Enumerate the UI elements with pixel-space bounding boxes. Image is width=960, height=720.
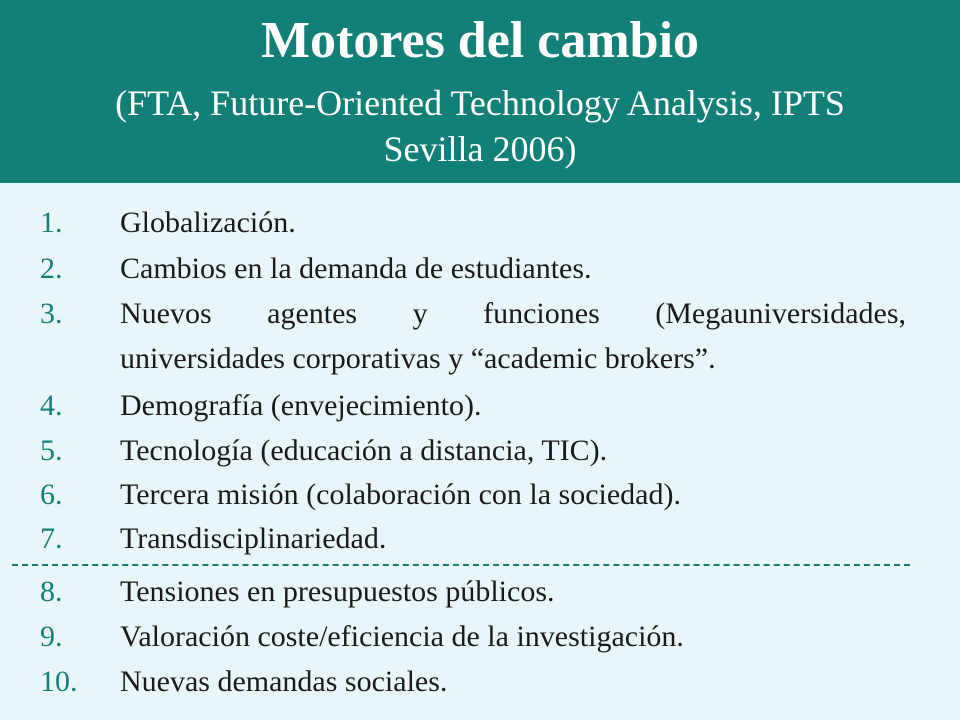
slide-subtitle <box>20 80 940 172</box>
list-item-text: Cambios en la demanda de estudiantes. <box>120 252 592 285</box>
list-item-number: 2. <box>40 252 63 285</box>
list-item-number: 9. <box>40 620 63 653</box>
list-item-text: Tercera misión (colaboración con la sociedad). <box>120 478 681 511</box>
list-item-text: Nuevas demandas sociales. <box>120 665 448 698</box>
subtitle-line-2: Sevilla 2006) <box>383 129 577 169</box>
list-item-text: Tensiones en presupuestos públicos. <box>120 575 555 608</box>
list-item-number: 3. <box>40 297 63 330</box>
list-item-text: Globalización. <box>120 206 296 239</box>
list-item-text: Transdisciplinariedad. <box>120 522 387 555</box>
list-item-text: Demografía (envejecimiento). <box>120 389 482 422</box>
list-item-text: Tecnología (educación a distancia, TIC). <box>120 434 608 467</box>
list-item-text-line-2: universidades corporativas y “academic brokers”. <box>120 342 716 375</box>
list-item-number: 7. <box>40 522 63 555</box>
list-item-number: 1. <box>40 206 63 239</box>
slide-title: Motores del cambio <box>260 12 700 69</box>
slide-header <box>0 0 960 183</box>
list-item-text-line-1: Nuevos agentes y funciones (Megauniversidades, <box>120 297 906 330</box>
list-item-number: 4. <box>40 389 63 422</box>
list-item-number: 10. <box>40 665 78 698</box>
dashed-divider <box>12 564 910 566</box>
list-item-number: 8. <box>40 575 63 608</box>
list-item-number: 5. <box>40 434 63 467</box>
list-item-number: 6. <box>40 478 63 511</box>
subtitle-line-1: (FTA, Future-Oriented Technology Analysis, IPTS <box>115 83 845 123</box>
list-item-text: Valoración coste/eficiencia de la investigación. <box>120 620 684 653</box>
